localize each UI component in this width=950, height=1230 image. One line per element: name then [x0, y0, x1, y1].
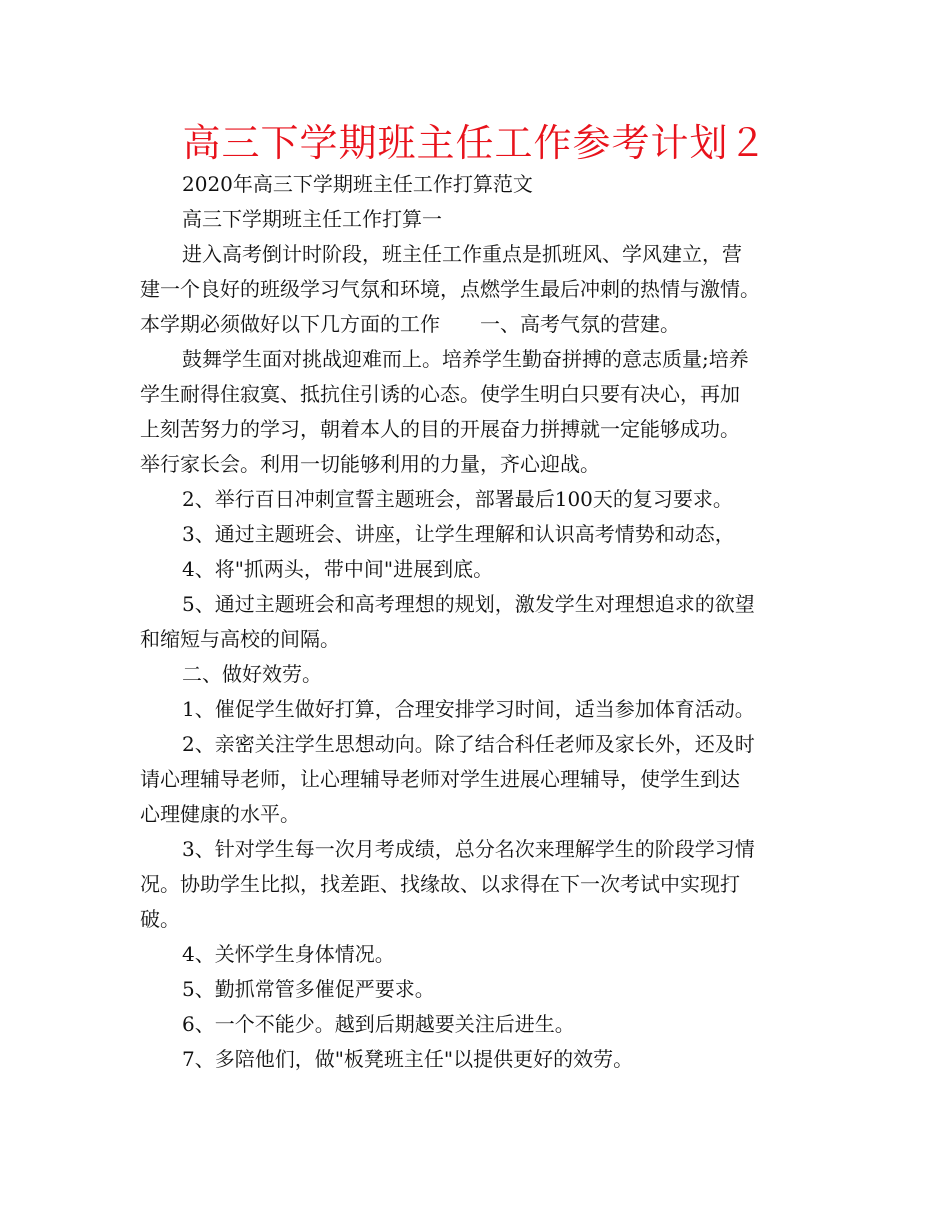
paragraph-line: 和缩短与高校的间隔。: [140, 627, 340, 651]
paragraph-line: 鼓舞学生面对挑战迎难而上。培养学生勤奋拼搏的意志质量;培养: [182, 347, 749, 371]
paragraph-line: 二、做好效劳。: [182, 662, 322, 686]
paragraph-line: 2020年高三下学期班主任工作打算范文: [182, 172, 533, 196]
paragraph-line: 3、针对学生每一次月考成绩，总分名次来理解学生的阶段学习情: [182, 837, 755, 861]
paragraph-line: 学生耐得住寂寞、抵抗住引诱的心态。使学生明白只要有决心，再加: [140, 382, 740, 406]
paragraph-line: 况。协助学生比拟，找差距、找缘故、以求得在下一次考试中实现打: [140, 872, 740, 896]
paragraph-line: 3、通过主题班会、讲座，让学生理解和认识高考情势和动态，: [182, 522, 735, 546]
paragraph-line: 高三下学期班主任工作打算一: [182, 207, 442, 231]
paragraph-line: 4、将"抓两头，带中间"进展到底。: [182, 557, 494, 581]
document-body: [140, 169, 830, 1074]
paragraph-line: 请心理辅导老师，让心理辅导老师对学生进展心理辅导，使学生到达: [140, 767, 740, 791]
paragraph-line: 5、勤抓常管多催促严要求。: [182, 977, 435, 1001]
paragraph-line: 1、催促学生做好打算，合理安排学习时间，适当参加体育活动。: [182, 697, 755, 721]
paragraph-line: 2、亲密关注学生思想动向。除了结合科任老师及家长外，还及时: [182, 732, 755, 756]
paragraph-line: 举行家长会。利用一切能够利用的力量，齐心迎战。: [140, 452, 600, 476]
paragraph-line: 7、多陪他们，做"板凳班主任"以提供更好的效劳。: [182, 1047, 634, 1071]
paragraph-line: 上刻苦努力的学习，朝着本人的目的开展奋力拼搏就一定能够成功。: [140, 417, 740, 441]
paragraph-line: 破。: [140, 907, 180, 931]
paragraph-line: 5、通过主题班会和高考理想的规划，激发学生对理想追求的欲望: [182, 592, 755, 616]
paragraph-line: 心理健康的水平。: [140, 802, 300, 826]
paragraph-line: 本学期必须做好以下几方面的工作 一、高考气氛的营建。: [140, 312, 680, 336]
paragraph-line: 进入高考倒计时阶段，班主任工作重点是抓班风、学风建立，营: [182, 242, 742, 266]
paragraph-line: 2、举行百日冲刺宣誓主题班会，部署最后100天的复习要求。: [182, 487, 733, 511]
paragraph-line: 建一个良好的班级学习气氛和环境，点燃学生最后冲刺的热情与激情。: [140, 277, 760, 301]
document-title: 高三下学期班主任工作参考计划２: [182, 121, 768, 165]
paragraph-line: 6、一个不能少。越到后期越要关注后进生。: [182, 1012, 575, 1036]
paragraph-line: 4、关怀学生身体情况。: [182, 942, 395, 966]
